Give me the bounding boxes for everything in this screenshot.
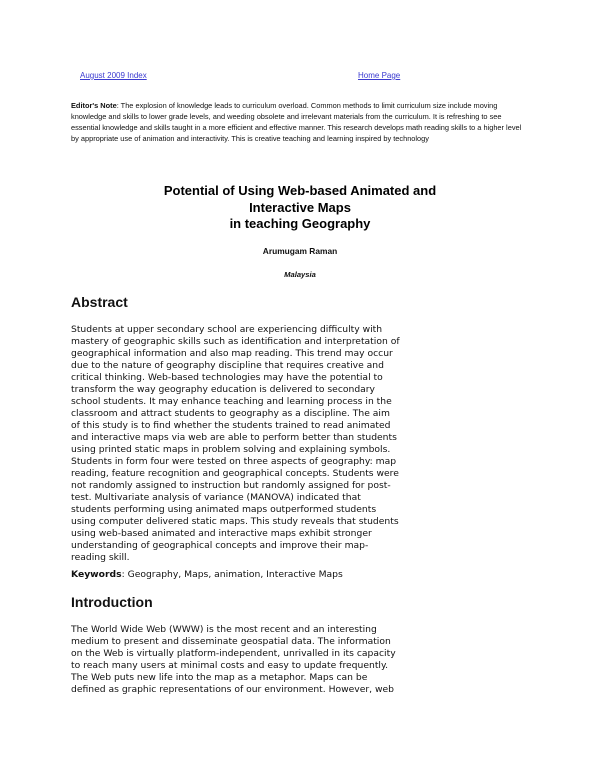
author-country: Malaysia [284, 270, 316, 279]
abstract-line: critical thinking. Web-based technologies may have the potential to [71, 372, 383, 383]
abstract-line: mastery of geographic skills such as identification and interpretation of [71, 336, 400, 347]
august-2009-index-link[interactable]: August 2009 Index [80, 71, 147, 80]
abstract-line: Students in form four were tested on three aspects of geography: map [71, 456, 397, 467]
title-line: Interactive Maps [249, 199, 351, 215]
keywords [71, 569, 343, 580]
introduction-line: The Web puts new life into the map as a metaphor. Maps can be [71, 672, 368, 683]
introduction-line: The World Wide Web (WWW) is the most recent and an interesting [71, 624, 377, 635]
abstract-line: understanding of geographical concepts and improve their map- [71, 540, 369, 551]
abstract-line: of this study is to find whether the students trained to read animated [71, 420, 391, 431]
abstract-line: classroom and attract students to geography as a discipline. The aim [71, 408, 390, 419]
editors-note-label: Editor's Note [71, 101, 117, 110]
abstract-line: geographical information and also map reading. This trend may occur [71, 348, 393, 359]
abstract-line: school students. It may enhance teaching and learning process in the [71, 396, 392, 407]
abstract-line: students performing using animated maps outperformed students [71, 504, 377, 515]
keywords-label: Keywords [71, 569, 122, 580]
abstract-line: not randomly assigned to instruction but randomly assigned for post- [71, 480, 391, 491]
home-page-link[interactable]: Home Page [358, 71, 401, 80]
editors-note-text: : The explosion of knowledge leads to curriculum overload. Common methods to limit curriculum size include moving knowledge and skills to lower grade levels, and weeding obsolete and irrelevant materials from the curriculum. It is refreshing to see essential knowledge and skills taught in a more efficient and effective manner. This research develops math reading skills to a higher level by appropriate use of animation and interactivity. This is creative teaching and learning inspired by technology [71, 101, 522, 143]
introduction-body [71, 624, 541, 696]
abstract-line: Students at upper secondary school are experiencing difficulty with [71, 324, 383, 335]
abstract-line: using web-based animated and interactive maps exhibit stronger [71, 528, 372, 539]
abstract-line: using printed static maps in problem solving and explaining symbols. [71, 444, 391, 455]
title-line: Potential of Using Web-based Animated and [163, 183, 437, 198]
abstract-heading: Abstract [71, 294, 128, 310]
introduction-line: to reach many users at minimal costs and easy to update frequently. [71, 660, 389, 671]
keywords-text: : Geography, Maps, animation, Interactive Maps [121, 569, 343, 580]
introduction-heading: Introduction [71, 594, 153, 610]
abstract-line: and interactive maps via web are able to perform better than students [71, 432, 397, 443]
abstract-line: transform the way geography education is delivered to secondary [71, 384, 375, 395]
abstract-line: reading skill. [71, 552, 130, 563]
introduction-line: on the Web is virtually platform-independent, unrivalled in its capacity [71, 648, 396, 659]
introduction-line: defined as graphic representations of our environment. However, web [71, 684, 395, 695]
abstract-line: reading, feature recognition and geographical concepts. Students were [71, 468, 399, 479]
introduction-line: medium to present and disseminate geospatial data. The information [71, 636, 391, 647]
author-name: Arumugam Raman [262, 246, 338, 256]
article-title [60, 183, 540, 233]
abstract-line: due to the nature of geography discipline that requires creative and [71, 360, 384, 371]
editors-note [71, 100, 531, 144]
abstract-body [71, 324, 541, 564]
abstract-line: test. Multivariate analysis of variance (MANOVA) indicated that [71, 492, 361, 503]
title-line: in teaching Geography [229, 216, 371, 231]
abstract-line: using computer delivered static maps. This study reveals that students [71, 516, 399, 527]
